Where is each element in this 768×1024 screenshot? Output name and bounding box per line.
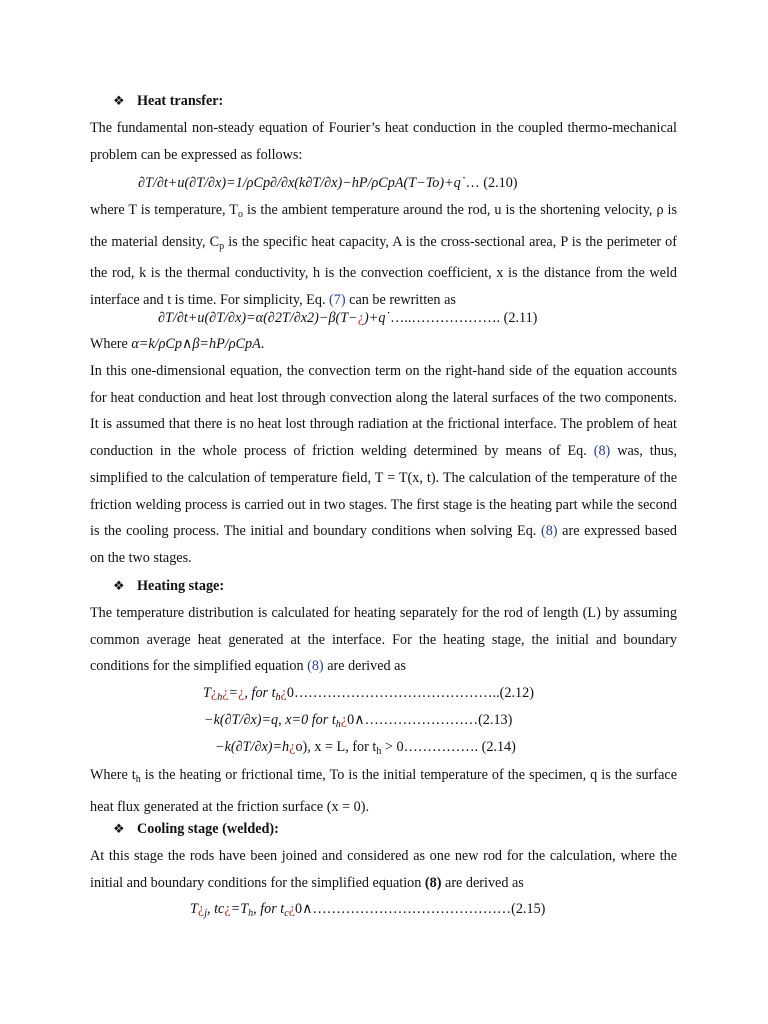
equation-2-15: $T¿_j$, $tc¿=T_h$, for $t_c¿0\wedge\dots\dots\dots\dots\dots\dots\dots\dots\dots\dots\dots\dots\dots\dots(2.15)$ [190, 901, 546, 919]
equation-2-14: −k(∂T/∂x)=h¿o), x = L, for $t_h$ > 0……………. (2.14) [215, 739, 516, 757]
bullet-icon: ❖ [113, 579, 125, 594]
heading-heat-transfer: ❖ Heat transfer: [113, 93, 224, 109]
equation-2-10: ∂T/∂t+u(∂T/∂x)=1/ρCp∂/∂x(k∂T/∂x)−hP/ρCpA(T−To)+q˙… (2.10) [138, 175, 518, 191]
eq-ref-7-link[interactable]: (7) [329, 292, 346, 309]
where-paragraph: where T is temperature, $T_o$ is the ambient temperature around the rod, u is the shortening velocity, ρ is the material density, $C_p$ is the specific heat capacity, A is the cross-sectional area, P is the perimeter of the rod, k is the thermal conductivity, h is the convection coefficient, x is the distance from the weld interface and t is time. For simplicity, Eq. (7) can be rewritten as [90, 202, 677, 309]
bullet-icon: ❖ [113, 822, 125, 837]
eq-ref-8-link[interactable]: (8) [540, 523, 558, 540]
heading-cooling-stage: ❖ Cooling stage (welded): [113, 821, 279, 837]
cooling-paragraph: At this stage the rods have been joined and considered as one new rod for the calculation, where the initial and boundary conditions for the simplified equation (8) are derived as [90, 848, 677, 891]
intro-paragraph: The fundamental non-steady equation of Fourier’s heat conduction in the coupled thermo-mechanical problem can be expressed as follows: [90, 120, 677, 163]
equation-2-13: −k(∂T/∂x)=q, x=0 for $t_h¿0\wedge\dots\dots\dots\dots\dots\dots\dots\dots(2.13)$ [204, 712, 513, 730]
heading-heating-stage: ❖ Heating stage: [113, 578, 225, 594]
convection-paragraph: In this one-dimensional equation, the convection term on the right-hand side of the equation accounts for heat conduction and heat lost through convection along the lateral surfaces of the two components. It is assumed that there is no heat lost through radiation at the frictional interface. The problem of heat conduction in the whole process of friction welding determined by means of Eq. (8) was, thus, simplified to the calculation of temperature field, T = T(x, t). The calculation of the temperature of the friction welding process is carried out in two stages. The first stage is the heating part while the second is the cooling process. The initial and boundary conditions when solving Eq. (8) are expressed based on the two stages. [90, 363, 677, 566]
heating-time-paragraph: Where $t_h$ is the heating or frictional time, To is the initial temperature of the specimen, q is the surface heat flux generated at the friction surface (x = 0). [90, 767, 677, 815]
bullet-icon: ❖ [113, 94, 125, 109]
heating-paragraph: The temperature distribution is calculated for heating separately for the rod of length (L) by assuming common average heat generated at the interface. For the heating stage, the initial and boundary conditions for the simplified equation (8) are derived as [90, 605, 677, 675]
alpha-beta-definition: Where α=k/ρCp∧β=hP/ρCpA. [90, 336, 265, 352]
eq-ref-8-link[interactable]: (8) [593, 443, 611, 460]
eq-ref-8-link[interactable]: (8) [307, 658, 324, 675]
equation-2-12: $T¿_h¿=¿$, for $t_h¿0\dots\dots\dots\dots\dots\dots\dots\dots\dots\dots\dots\dots\dots\dots..(2.12)$ [203, 685, 534, 703]
eq-ref-8-bold[interactable]: (8) [424, 874, 442, 891]
equation-2-11: ∂T/∂t+u(∂T/∂x)=α(∂2T/∂x2)−β(T−¿)+q˙…..………………. (2.11) [158, 310, 538, 326]
